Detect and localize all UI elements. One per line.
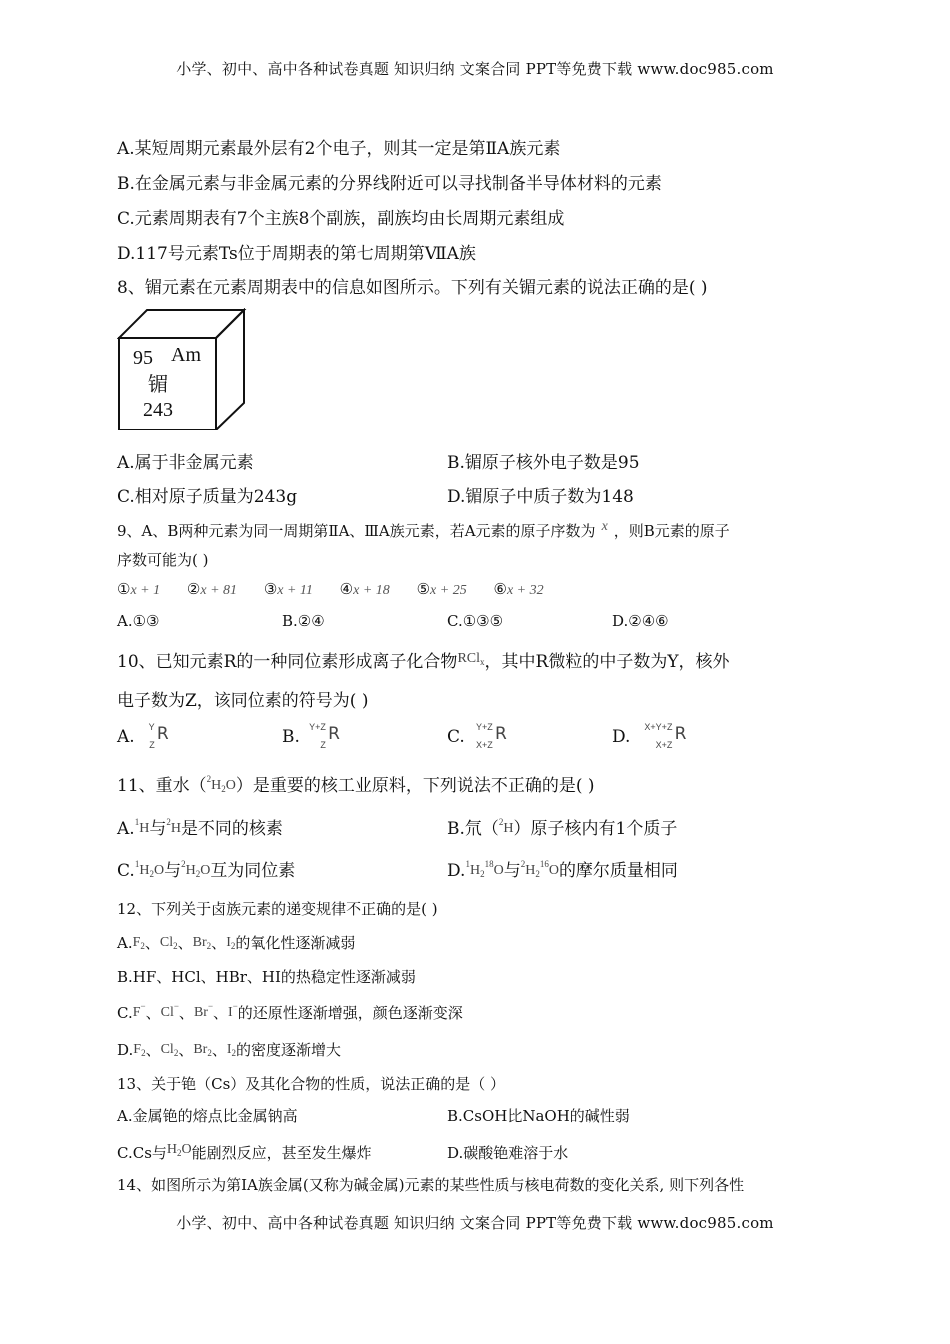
q9-option-d: D.②④⑥	[612, 612, 669, 630]
q9-stem-line2: 序数可能为( )	[117, 551, 209, 569]
q9-option-b: B.②④	[282, 612, 325, 630]
q13-option-d: D.碳酸铯难溶于水	[447, 1144, 569, 1162]
q10-option-d: D. X+Y+Z X+Z R	[612, 722, 687, 750]
q10-option-b: B. Y+Z Z R	[282, 722, 340, 750]
q9-stem-part1: 9、A、B两种元素为同一周期第ⅡA、ⅢA族元素，若A元素的原子序数为	[117, 522, 596, 540]
q7-option-c: C.元素周期表有7个主族8个副族，副族均由长周期元素组成	[117, 209, 565, 229]
q9-variable-x: x	[601, 519, 608, 534]
q10-stem-line1	[117, 647, 730, 672]
q9-stem-part2: ，则B元素的原子	[613, 522, 730, 540]
q10-stem-part2: ，其中R微粒的中子数为Y，核外	[484, 652, 730, 672]
q7-option-d: D.117号元素Ts位于周期表的第七周期第ⅦA族	[117, 244, 476, 264]
q11-option-c: $C.^1H_2O$与$^2H_2O$互为同位素	[117, 859, 296, 881]
q8-option-b: B.镅原子核外电子数是95	[447, 453, 640, 473]
q9-stem-line1	[117, 519, 730, 541]
cube-element-symbol: Am	[171, 344, 201, 366]
q9-choice-4: ④x + 18	[339, 580, 390, 598]
q9-choice-list	[117, 580, 544, 599]
q13-stem: 13、关于铯（Cs）及其化合物的性质，说法正确的是（ ）	[117, 1075, 506, 1093]
q11-option-b: B.氘（$^2$H）原子核内有1个质子	[447, 817, 678, 839]
q9-choice-3: ③x + 11	[263, 580, 313, 598]
page-footer: 小学、初中、高中各种试卷真题 知识归纳 文案合同 PPT等免费下载 www.doc985.com	[176, 1214, 774, 1232]
q13-option-b: B.CsOH比NaOH的碱性弱	[447, 1107, 630, 1125]
q11-option-a: A.$^1$H与$^2$H是不同的核素	[117, 817, 283, 839]
q12-option-d: $D.F_2$、$Cl_2$、$Br_2$、$I_2$的密度逐渐增大	[117, 1041, 342, 1059]
q8-option-c: C.相对原子质量为243g	[117, 487, 298, 507]
q9-option-a: A.①③	[117, 612, 160, 630]
q10-option-c: C. Y+Z X+Z R	[447, 722, 507, 750]
q12-option-a: $A.F_2$、$Cl_2$、$Br_2$、$I_2$的氧化性逐渐减弱	[117, 934, 356, 952]
q14-stem: 14、如图所示为第ⅠA族金属(又称为碱金属)元素的某些性质与核电荷数的变化关系, 则下列各性	[117, 1176, 745, 1194]
q9-choice-2: ②x + 81	[186, 580, 238, 598]
q13-option-c: C.Cs与$H_2O$能剧烈反应，甚至发生爆炸	[117, 1142, 372, 1162]
q12-option-c: C.F−、Cl−、Br−、I−的还原性逐渐增强，颜色逐渐变深	[117, 1001, 463, 1022]
cube-atomic-number: 95	[133, 347, 153, 369]
cube-atomic-mass: 243	[143, 399, 173, 421]
q9-option-c: C.①③⑤	[447, 612, 504, 630]
q7-option-b: B.在金属元素与非金属元素的分界线附近可以寻找制备半导体材料的元素	[117, 174, 662, 194]
q8-option-a: A.属于非金属元素	[117, 453, 254, 473]
q9-choice-6: ⑥x + 32	[493, 580, 544, 598]
cube-element-name: 镅	[148, 372, 168, 396]
q9-choice-1: ①x + 1	[117, 580, 161, 598]
q11-option-d: $D.^1H_2^{18}O$与$^2H_2^{16}O$的摩尔质量相同	[447, 859, 678, 881]
q10-stem-line2: 电子数为Z，该同位素的符号为( )	[117, 691, 369, 711]
q8-stem: 8、镅元素在元素周期表中的信息如图所示。下列有关镅元素的说法正确的是( )	[117, 278, 708, 298]
q12-stem: 12、下列关于卤族元素的递变规律不正确的是( )	[117, 900, 438, 918]
element-cube-figure	[117, 308, 247, 430]
q8-option-d: D.镅原子中质子数为148	[447, 487, 634, 507]
q7-option-a: A.某短周期元素最外层有2个电子，则其一定是第ⅡA族元素	[117, 139, 561, 159]
q10-option-a: A. Y Z R	[117, 722, 169, 750]
q10-stem-part1: 10、已知元素R的一种同位素形成离子化合物	[117, 652, 458, 672]
page-header: 小学、初中、高中各种试卷真题 知识归纳 文案合同 PPT等免费下载 www.doc985.com	[176, 60, 774, 78]
q12-option-b: B.HF、HCl、HBr、HI的热稳定性逐渐减弱	[117, 968, 416, 986]
q10-formula: RClx	[457, 651, 485, 667]
q13-option-a: A.金属铯的熔点比金属钠高	[117, 1107, 298, 1125]
q9-choice-5: ⑤x + 25	[416, 580, 467, 598]
q11-stem: 11、重水$(^2H_2O)$是重要的核工业原料，下列说法不正确的是( )	[117, 774, 595, 796]
